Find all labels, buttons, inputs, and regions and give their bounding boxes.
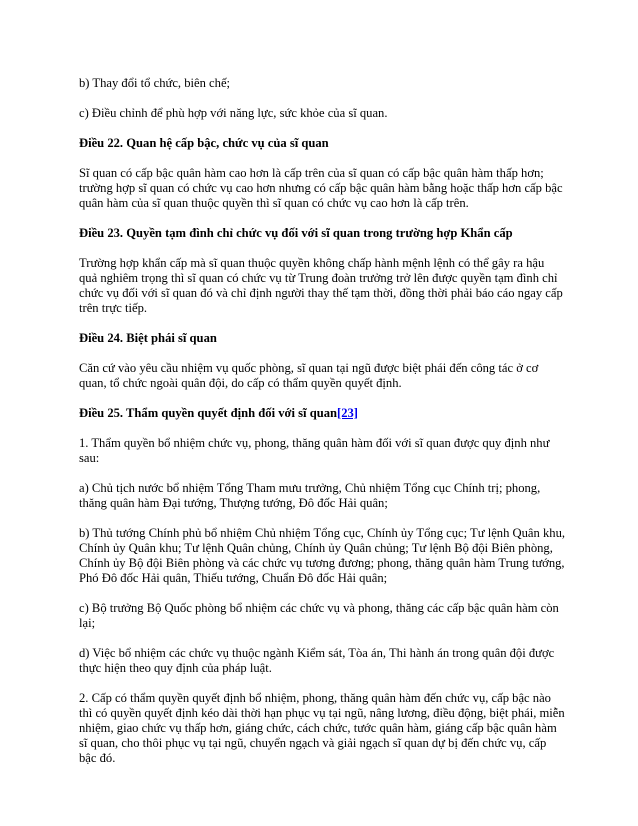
footnote-link-23[interactable]: [23] (337, 406, 358, 420)
article-24-body: Căn cứ vào yêu cầu nhiệm vụ quốc phòng, sĩ quan tại ngũ được biệt phái đến công tác ở cơ quan, tổ chức ngoài quân đội, do cấp có thẩm quyền quyết định. (79, 361, 539, 390)
article-25-clause-2: 2. Cấp có thẩm quyền quyết định bổ nhiệm, phong, thăng quân hàm đến chức vụ, cấp bậc nào thì có quyền quyết định kéo dài thời hạn phục vụ tại ngũ, nâng lương, điều động, biệt phái, miễn nhiệm, giao chức vụ thấp hơn, giáng chức, cách chức, tước quân hàm, giáng cấp bậc quân hàm sĩ quan, cho thôi phục vụ tại ngũ, chuyển ngạch và giải ngạch sĩ quan dự bị đến chức vụ, cấp bậc đó. (79, 691, 565, 765)
article-23-body: Trường hợp khẩn cấp mà sĩ quan thuộc quyền không chấp hành mệnh lệnh có thể gây ra hậu quả nghiêm trọng thì sĩ quan có chức vụ từ Trung đoàn trưởng trở lên được quyền tạm đình chỉ chức vụ đối với sĩ quan đó và chỉ định người thay thế tạm thời, đồng thời phải báo cáo ngay cấp trên trực tiếp. (79, 256, 563, 315)
article-25-point-c: c) Bộ trưởng Bộ Quốc phòng bổ nhiệm các chức vụ và phong, thăng các cấp bậc quân hàm còn lại; (79, 601, 559, 630)
article-22-body: Sĩ quan có cấp bậc quân hàm cao hơn là cấp trên của sĩ quan có cấp bậc quân hàm thấp hơn; trường hợp sĩ quan có chức vụ cao hơn nhưng có cấp bậc quân hàm bằng hoặc thấp hơn cấp bậc quân hàm của sĩ quan thuộc quyền thì sĩ quan có chức vụ cao hơn là cấp trên. (79, 166, 563, 210)
article-23-heading: Điều 23. Quyền tạm đình chỉ chức vụ đối với sĩ quan trong trường hợp Khẩn cấp (79, 226, 513, 240)
article-24-heading: Điều 24. Biệt phái sĩ quan (79, 331, 217, 345)
article-25-title: Điều 25. Thẩm quyền quyết định đối với sĩ quan (79, 406, 338, 420)
article-25-heading (79, 406, 565, 421)
article-22-heading: Điều 22. Quan hệ cấp bậc, chức vụ của sĩ quan (79, 136, 329, 150)
paragraph-b: b) Thay đổi tổ chức, biên chế; (79, 76, 231, 90)
article-25-clause-1: 1. Thẩm quyền bổ nhiệm chức vụ, phong, thăng quân hàm đối với sĩ quan được quy định như sau: (79, 436, 550, 465)
article-25-point-a: a) Chủ tịch nước bổ nhiệm Tổng Tham mưu trưởng, Chủ nhiệm Tổng cục Chính trị; phong, thăng quân hàm Đại tướng, Thượng tướng, Đô đốc Hải quân; (79, 481, 541, 510)
document-page (79, 76, 565, 781)
article-25-point-d: d) Việc bổ nhiệm các chức vụ thuộc ngành Kiểm sát, Tòa án, Thi hành án trong quân đội được thực hiện theo quy định của pháp luật. (79, 646, 555, 675)
article-25-point-b: b) Thủ tướng Chính phủ bổ nhiệm Chủ nhiệm Tổng cục, Chính ủy Tổng cục; Tư lệnh Quân khu, Chính ủy Quân khu; Tư lệnh Quân chủng, Chính ủy Quân chủng; Tư lệnh Bộ đội Biên phòng, Chính ủy Bộ đội Biên phòng và các chức vụ tương đương; phong, thăng quân hàm Trung tướng, Phó Đô đốc Hải quân, Thiếu tướng, Chuẩn Đô đốc Hải quân; (79, 526, 566, 585)
paragraph-c: c) Điều chỉnh để phù hợp với năng lực, sức khỏe của sĩ quan. (79, 106, 388, 120)
